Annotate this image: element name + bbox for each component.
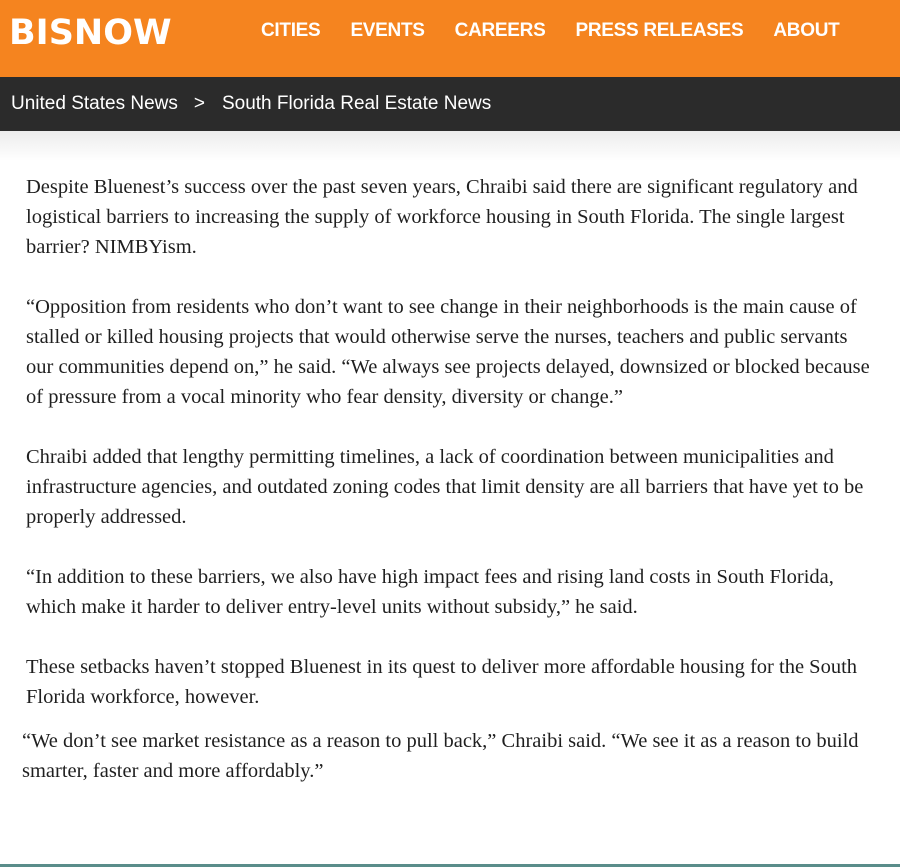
nav-cities-link[interactable]: CITIES <box>261 20 321 41</box>
nav-about-link[interactable]: ABOUT <box>773 20 840 41</box>
site-header <box>0 0 900 77</box>
breadcrumb-bar <box>0 77 900 131</box>
breadcrumb-south-florida-news[interactable]: South Florida Real Estate News <box>221 93 492 114</box>
article-paragraph: Despite Bluenest’s success over the past seven years, Chraibi said there are significant regulatory and logistical barriers to increasing the supply of workforce housing in South Florida. The single largest barrier? NIMBYism. <box>26 176 858 258</box>
breadcrumb-united-states-news[interactable]: United States News <box>11 93 178 114</box>
main-nav <box>261 19 869 45</box>
article-paragraph: “Opposition from residents who don’t want to see change in their neighborhoods is the main cause of stalled or killed housing projects that would otherwise serve the nurses, teachers and public servants our communities depend on,” he said. “We always see projects delayed, downsized or blocked because of pressure from a vocal minority who fear density, diversity or change.” <box>26 296 870 408</box>
header-shadow <box>0 131 900 161</box>
article-paragraph: “We don’t see market resistance as a reason to pull back,” Chraibi said. “We see it as a reason to build smarter, faster and more affordably.” <box>22 730 859 782</box>
article-paragraph: “In addition to these barriers, we also have high impact fees and rising land costs in South Florida, which make it harder to deliver entry-level units without subsidy,” he said. <box>26 566 834 618</box>
breadcrumb <box>11 92 491 116</box>
article-paragraph: Chraibi added that lengthy permitting timelines, a lack of coordination between municipalities and infrastructure agencies, and outdated zoning codes that limit density are all barriers that have yet to be properly addressed. <box>26 446 864 528</box>
article-body <box>22 172 876 816</box>
nav-press-releases-link[interactable]: PRESS RELEASES <box>575 20 744 41</box>
nav-careers-link[interactable]: CAREERS <box>454 20 546 41</box>
article-paragraph: These setbacks haven’t stopped Bluenest in its quest to deliver more affordable housing for the South Florida workforce, however. <box>26 656 858 708</box>
nav-events-link[interactable]: EVENTS <box>350 20 425 41</box>
bisnow-logo[interactable]: BISNOW <box>9 13 172 53</box>
breadcrumb-separator: > <box>193 93 205 114</box>
